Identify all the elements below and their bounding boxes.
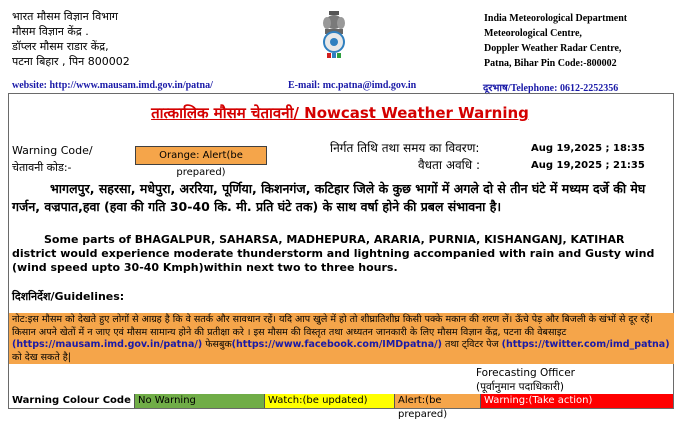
message-english: Some parts of BHAGALPUR, SAHARSA, MADHEPURA, ARARIA, PURNIA, KISHANGANJ, KATIHAR district would experience moderate thunderstorm and lightning accompanied with rain and Gusty wind (wind speed upto 30-40 Kmph)within next two to three hours. <box>12 233 655 274</box>
header-left <box>12 9 232 69</box>
issue-time-label: निर्गत तिथि तथा समय का विवरण: <box>330 141 480 155</box>
guidelines-box <box>9 313 674 364</box>
warning-code-badge: Orange: Alert(be prepared) <box>135 146 267 165</box>
header-right-line1: India Meteorological Department <box>484 13 628 24</box>
officer-title-hi: (पूर्वानुमान पदाधिकारी) <box>476 381 564 393</box>
header-left-line2: मौसम विज्ञान केंद्र . <box>12 25 89 38</box>
website-link[interactable]: website: http://www.mausam.imd.gov.in/patna/ <box>12 80 213 91</box>
forecasting-officer <box>476 366 575 394</box>
guidelines-text-4: को देख सकते है| <box>12 351 72 363</box>
header-left-line4: पटना बिहार , पिन 800002 <box>12 55 130 68</box>
warning-code-label <box>12 142 93 176</box>
guidelines-text-3: तथा ट्विटर पेज <box>444 339 499 350</box>
header-right-line4: Patna, Bihar Pin Code:-800002 <box>484 58 617 69</box>
ashoka-emblem-icon <box>316 9 352 63</box>
legend-alert: Alert:(be prepared) <box>395 394 481 408</box>
issue-values <box>531 140 645 174</box>
header-right-line2: Meteorological Centre, <box>484 28 582 39</box>
guidelines-label: दिशनिर्देश/Guidelines: <box>12 290 125 303</box>
legend-no-warning: No Warning <box>135 394 265 408</box>
header-left-line3: डॉप्लर मौसम राडार केंद्र, <box>12 40 109 53</box>
legend-watch: Watch:(be updated) <box>265 394 395 408</box>
guidelines-twitter-link[interactable]: (https://twitter.com/imd_patna) <box>501 339 670 350</box>
phone-number: दूरभाष/Telephone: 0612-2252356 <box>483 83 619 94</box>
header-right-line3: Doppler Weather Radar Centre, <box>484 43 622 54</box>
header-left-line1: भारत मौसम विज्ञान विभाग <box>12 10 118 23</box>
officer-title-en: Forecasting Officer <box>476 367 575 379</box>
warning-colour-legend <box>9 394 673 420</box>
page-title-wrap <box>0 103 680 123</box>
warning-code-label-hi: चेतावनी कोड:- <box>12 161 72 174</box>
guidelines-facebook-link[interactable]: (https://www.facebook.com/IMDpatna/) <box>231 339 442 350</box>
header-right <box>484 11 674 71</box>
validity-label: वैधता अवधि : <box>418 158 481 172</box>
issue-labels <box>330 140 480 174</box>
guidelines-text-1: नोट:इस मौसम को देखते हुए लोगों से आग्रह है कि वे सतर्क और सावधान रहें। यदि आप खुले में हो तो शीघ्रातिशीघ्र किसी पक्के मकान की शरण लें। ऊँचे पेड़ और बिजली के खंभों से दूर रहें। किसान अपने खेतों में न जाए एवं मौसम सामान्य होने की प्रतीक्षा करे । इस मौसम की विस्तृत तथा अध्यतन जानकारी के लिए मौसम विज्ञान केंद्र, पटना की वेबसाइट <box>12 314 653 338</box>
legend-warning: Warning:(Take action) <box>481 394 673 408</box>
guidelines-text-2: फेसबुक <box>205 339 232 350</box>
guidelines-website-link[interactable]: (https://mausam.imd.gov.in/patna/) <box>12 339 203 350</box>
page-title: तात्कालिक मौसम चेतावनी/ Nowcast Weather Warning <box>151 104 529 122</box>
warning-code-label-en: Warning Code/ <box>12 144 93 157</box>
message-hindi: भागलपुर, सहरसा, मधेपुरा, अररिया, पूर्णिया, किशनगंज, कटिहार जिले के कुछ भागों में अगले दो से तीन घंटे में मध्यम दर्जे की मेघ गर्जन, वज्रपात,हवा (हवा की गति 30-40 कि. मी. प्रति घंटे तक) के साथ वर्षा होने की प्रबल संभावना है। <box>12 181 646 214</box>
issue-time-value: Aug 19,2025 ; 18:35 <box>531 143 645 154</box>
email-link[interactable]: E-mail: mc.patna@imd.gov.in <box>288 80 417 91</box>
validity-value: Aug 19,2025 ; 21:35 <box>531 160 645 171</box>
legend-label: Warning Colour Code <box>9 394 135 408</box>
